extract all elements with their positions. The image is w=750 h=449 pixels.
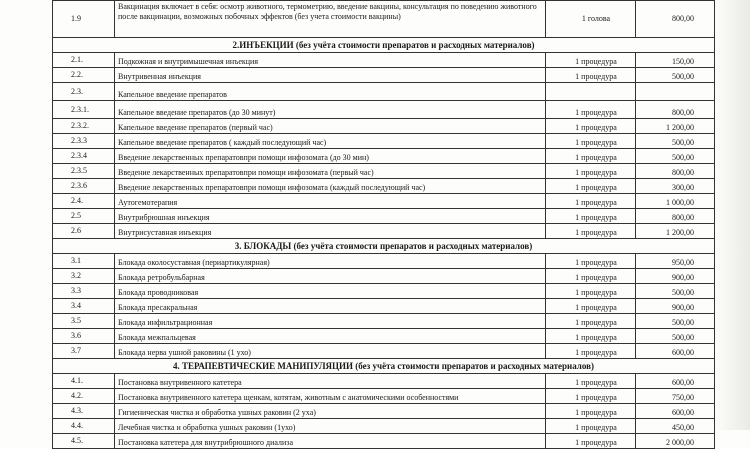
section-header	[53, 359, 715, 374]
table-row	[53, 329, 715, 344]
row-price: 900,00	[636, 299, 715, 314]
row-description: Блокада пресакральная	[115, 299, 546, 314]
row-number: 4.2.	[53, 389, 115, 404]
row-unit	[546, 83, 636, 101]
row-number: 2.2.	[53, 68, 115, 83]
row-price: 800,00	[636, 164, 715, 179]
table-row	[53, 194, 715, 209]
row-description: Введение лекарственных препаратовпри помощи инфозомата (до 30 мин)	[115, 149, 546, 164]
row-number: 4.5.	[53, 434, 115, 449]
table-row	[53, 284, 715, 299]
table-row	[53, 179, 715, 194]
row-price: 800,00	[636, 1, 715, 38]
row-description: Блокада околосуставная (периартикулярная)	[115, 254, 546, 269]
row-number: 2.3.2.	[53, 119, 115, 134]
row-description: Капельное введение препаратов (первый час)	[115, 119, 546, 134]
row-number: 4.1.	[53, 374, 115, 389]
row-unit: 1 процедура	[546, 209, 636, 224]
row-description: Блокада инфильтрационная	[115, 314, 546, 329]
row-price: 600,00	[636, 404, 715, 419]
row-unit: 1 процедура	[546, 134, 636, 149]
row-unit: 1 процедура	[546, 164, 636, 179]
row-description: Блокада проводниковая	[115, 284, 546, 299]
row-unit: 1 процедура	[546, 68, 636, 83]
row-unit: 1 процедура	[546, 344, 636, 359]
row-price: 500,00	[636, 134, 715, 149]
row-unit: 1 процедура	[546, 53, 636, 68]
row-description: Капельное введение препаратов (до 30 минут)	[115, 101, 546, 119]
section-title: 4. ТЕРАПЕВТИЧЕСКИЕ МАНИПУЛЯЦИИ (без учёта стоимости препаратов и расходных материалов)	[53, 359, 715, 374]
row-price: 500,00	[636, 284, 715, 299]
table-row	[53, 83, 715, 101]
row-unit: 1 процедура	[546, 404, 636, 419]
row-unit: 1 процедура	[546, 434, 636, 449]
row-price: 150,00	[636, 53, 715, 68]
row-number: 2.3.	[53, 83, 115, 101]
section-title: 3. БЛОКАДЫ (без учёта стоимости препаратов и расходных материалов)	[53, 239, 715, 254]
row-description: Капельное введение препаратов ( каждый последующий час)	[115, 134, 546, 149]
price-table-body	[53, 1, 715, 449]
row-number: 2.5	[53, 209, 115, 224]
row-description: Введение лекарственных препаратовпри помощи инфозомата (каждый последующий час)	[115, 179, 546, 194]
price-list-sheet	[52, 0, 714, 449]
row-price: 750,00	[636, 389, 715, 404]
row-number: 2.3.1.	[53, 101, 115, 119]
price-table	[52, 0, 715, 449]
section-title: 2.ИНЪЕКЦИИ (без учёта стоимости препаратов и расходных материалов)	[53, 38, 715, 53]
table-row	[53, 209, 715, 224]
row-number: 3.1	[53, 254, 115, 269]
row-price: 1 200,00	[636, 119, 715, 134]
row-unit: 1 процедура	[546, 101, 636, 119]
row-description: Постановка внутривенного катетера	[115, 374, 546, 389]
table-row	[53, 53, 715, 68]
row-number: 2.3.3	[53, 134, 115, 149]
section-header	[53, 239, 715, 254]
row-unit: 1 процедура	[546, 179, 636, 194]
table-row	[53, 224, 715, 239]
row-description: Гигиеническая чистка и обработка ушных раковин (2 уха)	[115, 404, 546, 419]
scan-shadow	[714, 0, 750, 430]
row-number: 4.4.	[53, 419, 115, 434]
row-number: 2.3.4	[53, 149, 115, 164]
table-row	[53, 149, 715, 164]
row-description: Блокада межпальцевая	[115, 329, 546, 344]
row-unit: 1 процедура	[546, 224, 636, 239]
row-price: 500,00	[636, 149, 715, 164]
row-description: Внутривенная инъекция	[115, 68, 546, 83]
row-number: 2.3.6	[53, 179, 115, 194]
row-description: Постановка катетера для внутрибрюшного диализа	[115, 434, 546, 449]
row-unit: 1 процедура	[546, 374, 636, 389]
table-row	[53, 404, 715, 419]
row-description: Внутрисуставная инъекция	[115, 224, 546, 239]
row-price: 600,00	[636, 374, 715, 389]
table-row	[53, 299, 715, 314]
row-price: 500,00	[636, 329, 715, 344]
row-description: Постановка внутривенного катетера щенкам, котятам, животным с анатомическими особенностями	[115, 389, 546, 404]
row-number: 3.3	[53, 284, 115, 299]
row-unit: 1 голова	[546, 1, 636, 38]
row-unit: 1 процедура	[546, 254, 636, 269]
row-price: 500,00	[636, 314, 715, 329]
row-price: 300,00	[636, 179, 715, 194]
row-price: 1 000,00	[636, 194, 715, 209]
table-row	[53, 254, 715, 269]
table-row	[53, 68, 715, 83]
row-description: Аутогемотерапия	[115, 194, 546, 209]
row-price: 800,00	[636, 101, 715, 119]
table-row	[53, 101, 715, 119]
row-description: Вакцинация включает в себя: осмотр животного, термометрию, введение вакцины, консультация по поведению животного после вакцинации, возможных побочных эффектов (без учета стоимости вакцины)	[115, 1, 546, 38]
row-number: 2.4.	[53, 194, 115, 209]
row-price: 2 000,00	[636, 434, 715, 449]
row-price: 450,00	[636, 419, 715, 434]
row-price	[636, 83, 715, 101]
row-unit: 1 процедура	[546, 194, 636, 209]
table-row	[53, 419, 715, 434]
row-number: 2.1.	[53, 53, 115, 68]
row-description: Внутрибрюшная инъекция	[115, 209, 546, 224]
row-price: 1 200,00	[636, 224, 715, 239]
row-description: Блокада ретробульбарная	[115, 269, 546, 284]
row-unit: 1 процедура	[546, 119, 636, 134]
row-number: 3.7	[53, 344, 115, 359]
section-header	[53, 38, 715, 53]
table-row	[53, 134, 715, 149]
table-row	[53, 344, 715, 359]
row-number: 3.2	[53, 269, 115, 284]
row-price: 800,00	[636, 209, 715, 224]
table-row	[53, 269, 715, 284]
row-price: 600,00	[636, 344, 715, 359]
row-unit: 1 процедура	[546, 269, 636, 284]
table-row	[53, 389, 715, 404]
row-number: 3.6	[53, 329, 115, 344]
table-row	[53, 164, 715, 179]
row-price: 900,00	[636, 269, 715, 284]
row-number: 1.9	[53, 1, 115, 38]
row-description: Блокада нерва ушной раковины (1 ухо)	[115, 344, 546, 359]
row-price: 950,00	[636, 254, 715, 269]
row-number: 3.5	[53, 314, 115, 329]
row-number: 2.3.5	[53, 164, 115, 179]
row-unit: 1 процедура	[546, 314, 636, 329]
row-description: Подкожная и внутримышечная инъекция	[115, 53, 546, 68]
row-number: 4.3.	[53, 404, 115, 419]
row-description: Введение лекарственных препаратовпри помощи инфозомата (первый час)	[115, 164, 546, 179]
row-number: 2.6	[53, 224, 115, 239]
row-unit: 1 процедура	[546, 419, 636, 434]
row-unit: 1 процедура	[546, 284, 636, 299]
row-unit: 1 процедура	[546, 299, 636, 314]
table-row	[53, 119, 715, 134]
table-row	[53, 434, 715, 449]
row-description: Капельное введение препаратов	[115, 83, 546, 101]
row-price: 500,00	[636, 68, 715, 83]
table-row	[53, 374, 715, 389]
row-number: 3.4	[53, 299, 115, 314]
table-row	[53, 314, 715, 329]
row-unit: 1 процедура	[546, 329, 636, 344]
row-unit: 1 процедура	[546, 389, 636, 404]
table-row	[53, 1, 715, 38]
row-description: Лечебная чистка и обработка ушных раковин (1ухо)	[115, 419, 546, 434]
row-unit: 1 процедура	[546, 149, 636, 164]
